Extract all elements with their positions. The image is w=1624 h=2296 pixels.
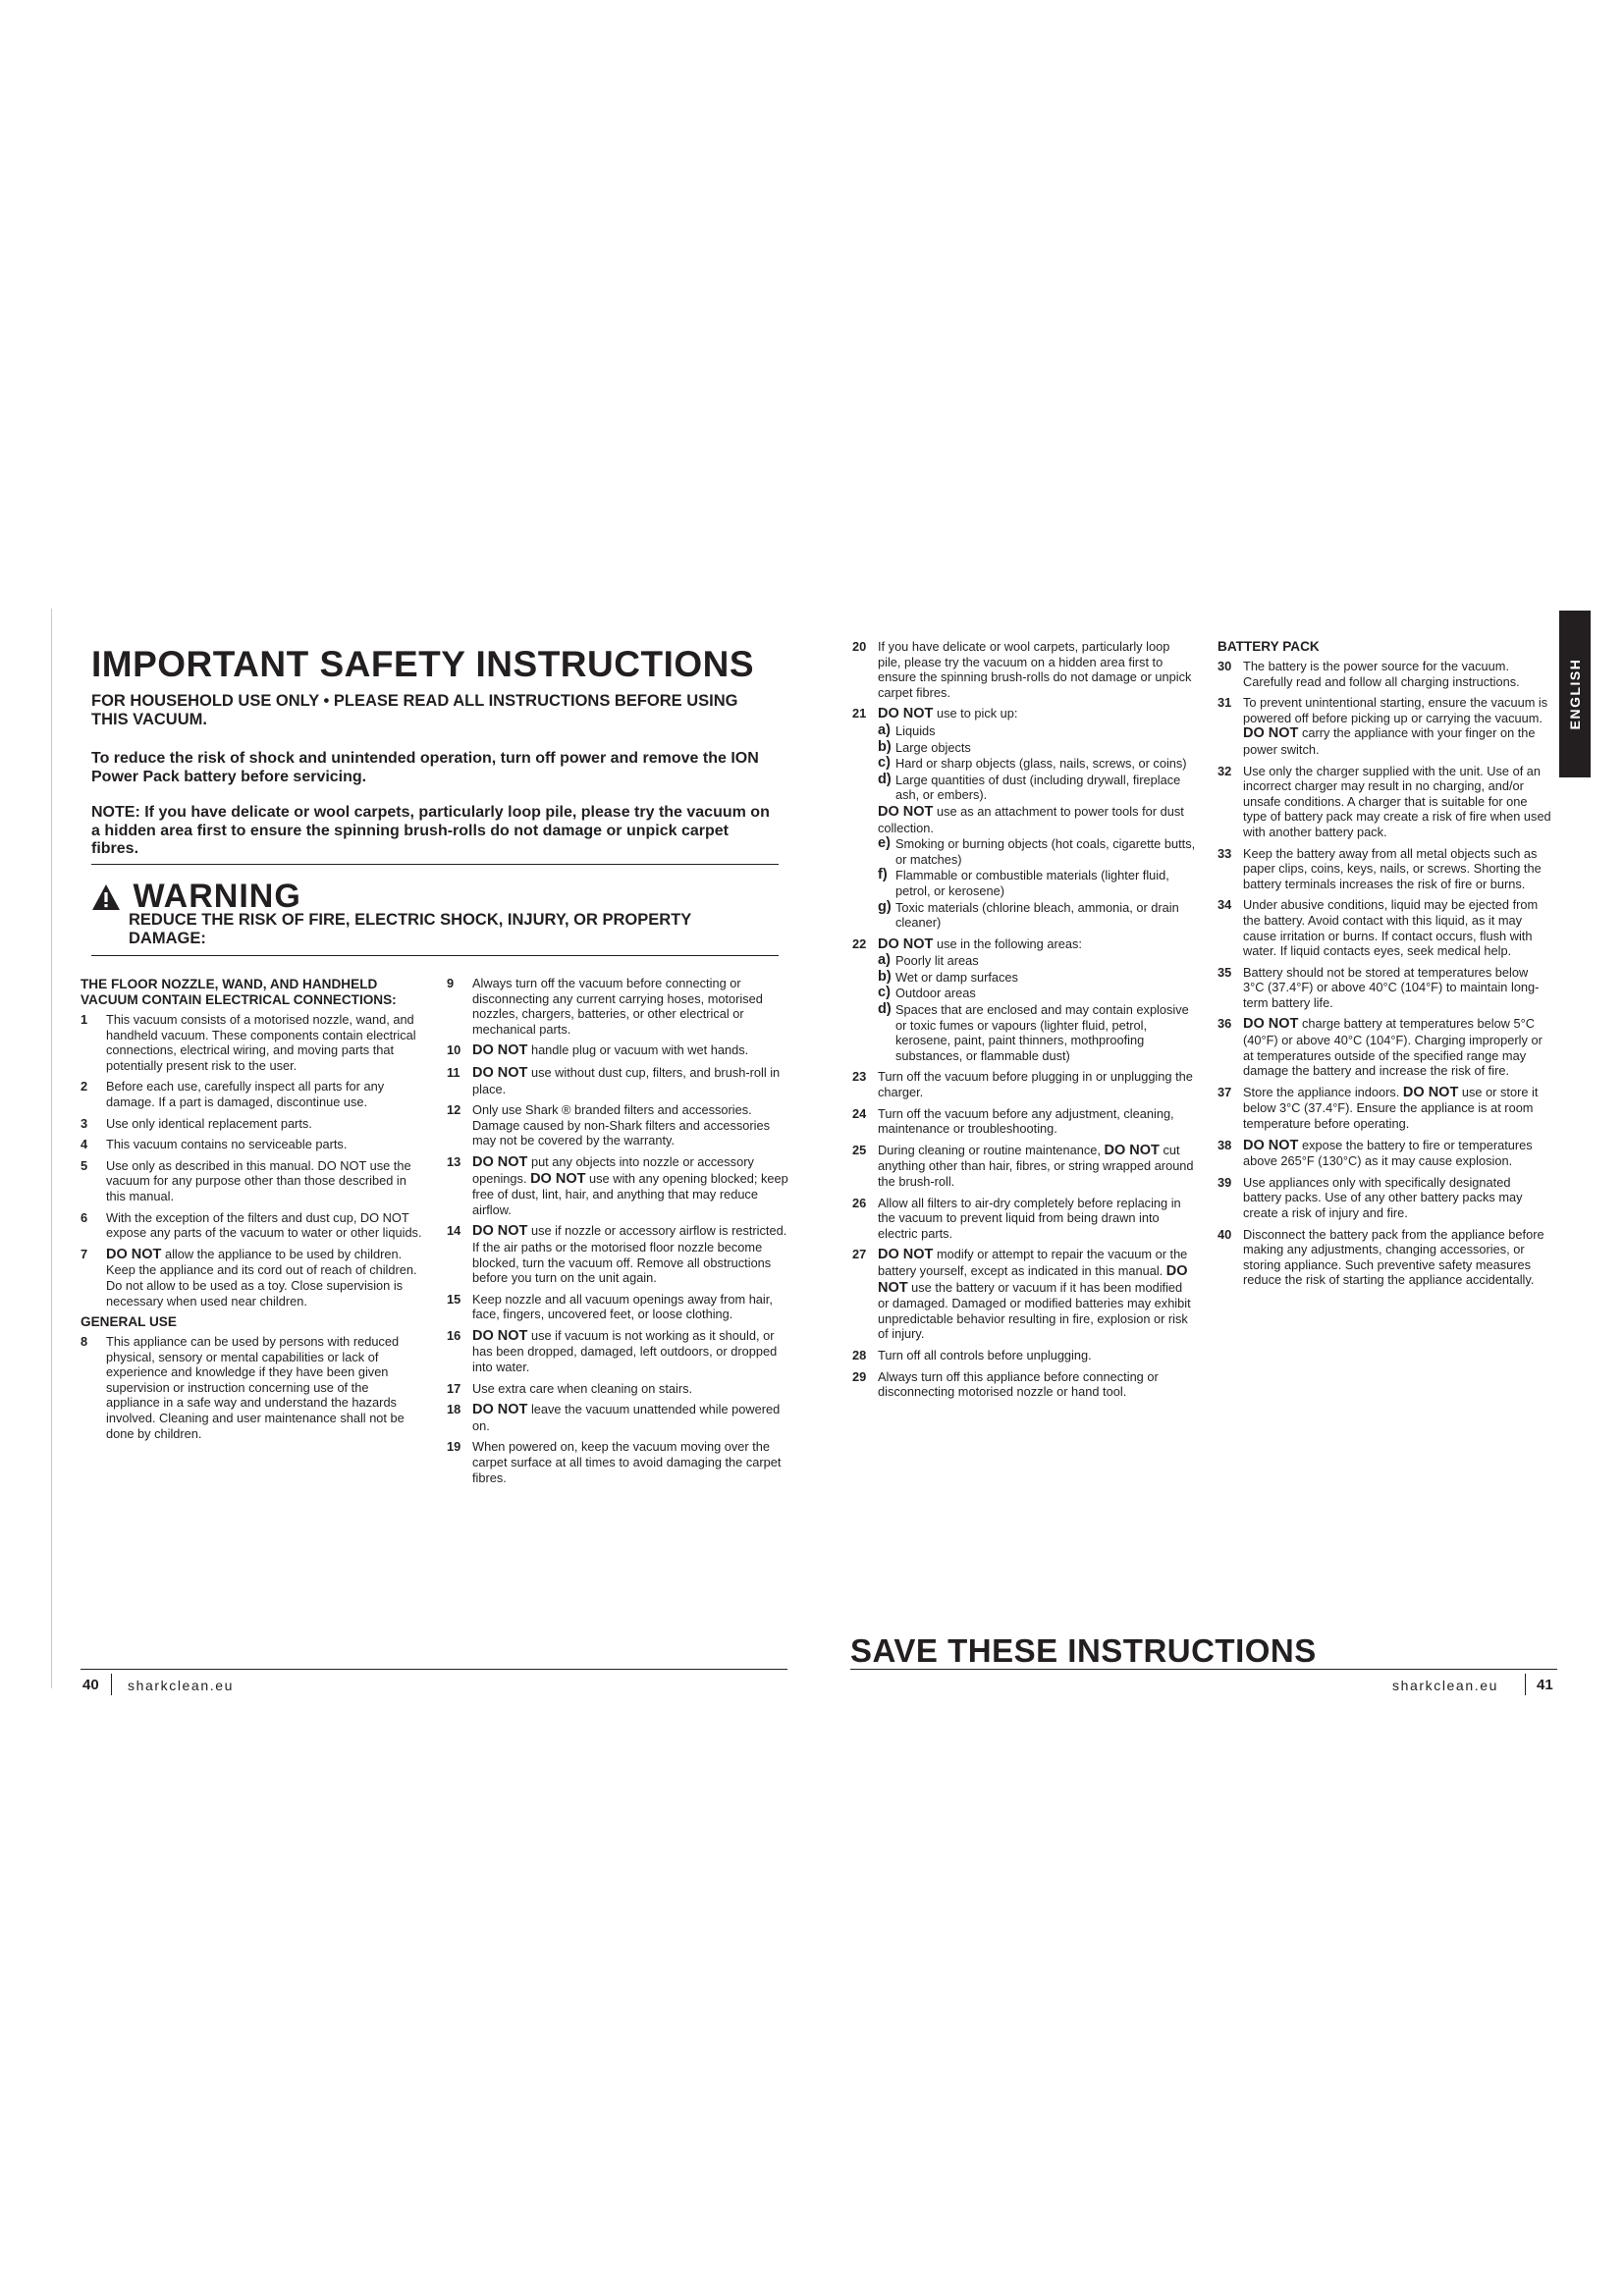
- instruction-item: 15 Keep nozzle and all vacuum openings away from hair, face, fingers, uncovered feet, or loose clothing.: [447, 1291, 773, 1322]
- instruction-item: 16 DO NOT use if vacuum is not working as it should, or has been dropped, damaged, left outdoors, or dropped into water.: [447, 1327, 778, 1375]
- section-heading-general-use: GENERAL USE: [81, 1314, 177, 1330]
- instruction-item: 26 Allow all filters to air-dry completely before replacing in the vacuum to prevent liquid from being drawn into electric parts.: [852, 1195, 1181, 1241]
- instruction-item: 10 DO NOT handle plug or vacuum with wet hands.: [447, 1042, 749, 1059]
- instruction-item: 40 Disconnect the battery pack from the appliance before making any adjustments, changing accessories, or storing appliance. Such preventive safety measures reduce the risk of starting the appliance accidentally.: [1218, 1226, 1544, 1288]
- page-title: IMPORTANT SAFETY INSTRUCTIONS: [91, 644, 755, 684]
- instruction-item: 36 DO NOT charge battery at temperatures below 5°C (40°F) or above 40°C (104°F). Charging improperly or at temperatures outside of the specified range may damage the battery and increase the risk of fire.: [1218, 1016, 1543, 1079]
- sub-item: c) Outdoor areas: [878, 985, 976, 1001]
- instruction-item: 23 Turn off the vacuum before plugging in or unplugging the charger.: [852, 1069, 1193, 1100]
- instruction-item: 19 When powered on, keep the vacuum moving over the carpet surface at all times to avoid damaging the carpet fibres.: [447, 1439, 782, 1485]
- sub-item: d) Spaces that are enclosed and may contain explosive or toxic fumes or vapours (lighter fluid, petrol, kerosene, paint, paint thinners, mothproofing substances, or flammable dust): [878, 1001, 1189, 1063]
- sub-item: b) Wet or damp surfaces: [878, 968, 1018, 985]
- instruction-item: 2 Before each use, carefully inspect all parts for any damage. If a part is damaged, discontinue use.: [81, 1079, 385, 1109]
- instruction-item: 27 DO NOT modify or attempt to repair the vacuum or the battery yourself, except as indicated in this manual. DO NOT use the battery or vacuum if it has been modified or damaged. Damaged or modified batteries may exhibit unpredictable behavior resulting in fire, explosion or risk of injury.: [852, 1247, 1191, 1342]
- website-link-left[interactable]: sharkclean.eu: [128, 1678, 234, 1693]
- page-subtitle: FOR HOUSEHOLD USE ONLY • PLEASE READ ALL INSTRUCTIONS BEFORE USING THIS VACUUM.: [91, 692, 738, 728]
- footer-separator-right: [1525, 1674, 1526, 1695]
- instruction-item: 11 DO NOT use without dust cup, filters, and brush-roll in place.: [447, 1064, 781, 1096]
- instruction-item: 20 If you have delicate or wool carpets, particularly loop pile, please try the vacuum on a hidden area first to ensure the spinning brush-rolls do not damage or unpick carpet fibres.: [852, 639, 1192, 700]
- instruction-item: 7 DO NOT allow the appliance to be used by children. Keep the appliance and its cord out of reach of children. Do not allow to be used as a toy. Close supervision is necessary when used near children.: [81, 1246, 417, 1308]
- sub-item: b) Large objects: [878, 738, 971, 755]
- warning-triangle-icon: [91, 883, 121, 911]
- instruction-item: 12 Only use Shark ® branded filters and accessories. Damage caused by non-Shark filters and accessories may not be covered by the warranty.: [447, 1102, 771, 1148]
- instruction-item: 21 DO NOT use to pick up: a) Liquids b) Large objects c) Hard or sharp objects (glass, nails, screws, or coins) d) Large quantities of dust (including drywall, fireplace ash, or embers). DO NOT use as an attachment to power tools for dust collection. e) Smoking or burning objects (hot coals, cigarette butts, or matches) f) Flammable or combustible materials (lighter fluid, petrol, or kerosene) g) Toxic materials (chlorine bleach, ammonia, or drain cleaner): [852, 706, 1196, 931]
- footer-left-rule: [81, 1669, 787, 1670]
- sub-item: c) Hard or sharp objects (glass, nails, screws, or coins): [878, 755, 1187, 772]
- sub-note: DO NOT use as an attachment to power tools for dust collection.: [878, 803, 1184, 835]
- section-heading-battery-pack: BATTERY PACK: [1218, 639, 1320, 654]
- warning-title: WARNING: [133, 878, 301, 915]
- instruction-item: 4 This vacuum contains no serviceable parts.: [81, 1137, 348, 1152]
- instruction-item: 9 Always turn off the vacuum before connecting or disconnecting any current carrying hoses, motorised nozzles, chargers, batteries, or other electrical or mechanical parts.: [447, 976, 763, 1037]
- instruction-item: 1 This vacuum consists of a motorised nozzle, wand, and handheld vacuum. These components contain electrical connections, electrical wiring, and moving parts that potentially present risk to the user.: [81, 1012, 416, 1073]
- footer-right-rule: [850, 1669, 1557, 1670]
- instructions-column-4: [1218, 639, 1551, 1294]
- page-left-divider: [51, 609, 52, 1688]
- instruction-item: 30 The battery is the power source for the vacuum. Carefully read and follow all charging instructions.: [1218, 659, 1520, 689]
- instruction-item: 29 Always turn off this appliance before connecting or disconnecting motorised nozzle or hand tool.: [852, 1368, 1159, 1400]
- instruction-item: 8 This appliance can be used by persons with reduced physical, sensory or mental capabilities or lack of experience and knowledge if they have been given supervision or instruction concerning use of the appliance in a safe way and understand the hazards involved. Cleaning and user maintenance shall not be done by children.: [81, 1334, 405, 1441]
- instruction-item: 25 During cleaning or routine maintenance, DO NOT cut anything other than hair, fibres, or string wrapped around the brush-roll.: [852, 1142, 1194, 1189]
- instruction-item: 14 DO NOT use if nozzle or accessory airflow is restricted. If the air paths or the motorised floor nozzle become blocked, turn the vacuum off. Remove all obstructions before you turn on the unit again.: [447, 1223, 787, 1286]
- instruction-item: 34 Under abusive conditions, liquid may be ejected from the battery. Avoid contact with this liquid, as it may cause irritation or burns. If contact occurs, flush with water. If liquid contacts eyes, seek medical help.: [1218, 897, 1539, 959]
- sub-item: a) Liquids: [878, 721, 936, 738]
- instruction-item: 24 Turn off the vacuum before any adjustment, cleaning, maintenance or troubleshooting.: [852, 1105, 1174, 1137]
- instruction-item: 35 Battery should not be stored at temperatures below 3°C (37.4°F) or above 40°C (104°F) to maintain long-term battery life.: [1218, 964, 1540, 1010]
- sub-item: a) Poorly lit areas: [878, 952, 979, 969]
- sub-item: e) Smoking or burning objects (hot coals, cigarette butts, or matches): [878, 835, 1196, 867]
- sub-item: d) Large quantities of dust (including drywall, fireplace ash, or embers).: [878, 771, 1181, 803]
- warning-top-rule: [91, 864, 779, 865]
- instructions-column-1: [81, 977, 424, 1447]
- sub-item: f) Flammable or combustible materials (lighter fluid, petrol, or kerosene): [878, 867, 1169, 898]
- page-number-right: 41: [1537, 1677, 1553, 1693]
- footer-separator-left: [111, 1674, 112, 1695]
- page-number-left: 40: [82, 1677, 99, 1693]
- language-tab-label: ENGLISH: [1567, 658, 1583, 730]
- instruction-item: 39 Use appliances only with specifically designated battery packs. Use of any other battery packs may create a risk of injury and fire.: [1218, 1174, 1523, 1220]
- intro-carpet-note: NOTE: If you have delicate or wool carpets, particularly loop pile, please try the vacuum on a hidden area first to ensure the spinning brush-rolls do not damage or unpick carpet fibres.: [91, 804, 770, 857]
- instruction-item: 33 Keep the battery away from all metal objects such as paper clips, coins, keys, nails, or screws. Shorting the battery terminals increases the risk of fire or burns.: [1218, 845, 1542, 891]
- warning-bottom-rule: [91, 955, 779, 956]
- instruction-item: 37 Store the appliance indoors. DO NOT use or store it below 3°C (37.4°F). Ensure the appliance is at room temperature before operating.: [1218, 1084, 1539, 1132]
- website-link-right[interactable]: sharkclean.eu: [1392, 1678, 1498, 1693]
- instruction-item: 17 Use extra care when cleaning on stairs.: [447, 1380, 693, 1396]
- instructions-column-3: [852, 639, 1196, 1406]
- section-heading-floor-nozzle: THE FLOOR NOZZLE, WAND, AND HANDHELD VACUUM CONTAIN ELECTRICAL CONNECTIONS:: [81, 977, 397, 1007]
- instruction-item: 13 DO NOT put any objects into nozzle or accessory openings. DO NOT use with any opening blocked; keep free of dust, lint, hair, and anything that may reduce airflow.: [447, 1153, 788, 1217]
- instruction-item: 3 Use only identical replacement parts.: [81, 1115, 312, 1131]
- instruction-item: 6 With the exception of the filters and dust cup, DO NOT expose any parts of the vacuum to water or other liquids.: [81, 1209, 422, 1241]
- save-instructions-title: SAVE THESE INSTRUCTIONS: [850, 1632, 1317, 1669]
- warning-subtitle: REDUCE THE RISK OF FIRE, ELECTRIC SHOCK, INJURY, OR PROPERTY DAMAGE:: [129, 911, 691, 947]
- instruction-item: 31 To prevent unintentional starting, ensure the vacuum is powered off before picking up or carrying the vacuum. DO NOT carry the appliance with your finger on the power switch.: [1218, 695, 1548, 757]
- sub-item: g) Toxic materials (chlorine bleach, ammonia, or drain cleaner): [878, 898, 1179, 931]
- instruction-item: 18 DO NOT leave the vacuum unattended while powered on.: [447, 1402, 781, 1433]
- instruction-item: 38 DO NOT expose the battery to fire or temperatures above 265°F (130°C) as it may cause explosion.: [1218, 1137, 1533, 1169]
- intro-servicing-note: To reduce the risk of shock and unintended operation, turn off power and remove the ION Power Pack battery before servicing.: [91, 750, 759, 785]
- instruction-item: 5 Use only as described in this manual. DO NOT use the vacuum for any purpose other than those described in this manual.: [81, 1157, 411, 1203]
- instruction-item: 32 Use only the charger supplied with the unit. Use of an incorrect charger may result in no charging, and/or unsafe conditions. A charger that is suitable for one type of battery pack may create a risk of fire when used with another battery pack.: [1218, 763, 1551, 839]
- instruction-item: 22 DO NOT use in the following areas: a) Poorly lit areas b) Wet or damp surfaces c) Outdoor areas d) Spaces that are enclosed and may contain explosive or toxic fumes or vapours (lighter fluid, petrol, kerosene, paint, paint thinners, mothproofing substances, or flammable dust): [852, 936, 1196, 1064]
- instructions-column-2: [447, 976, 790, 1491]
- instruction-item: 28 Turn off all controls before unplugging.: [852, 1347, 1092, 1362]
